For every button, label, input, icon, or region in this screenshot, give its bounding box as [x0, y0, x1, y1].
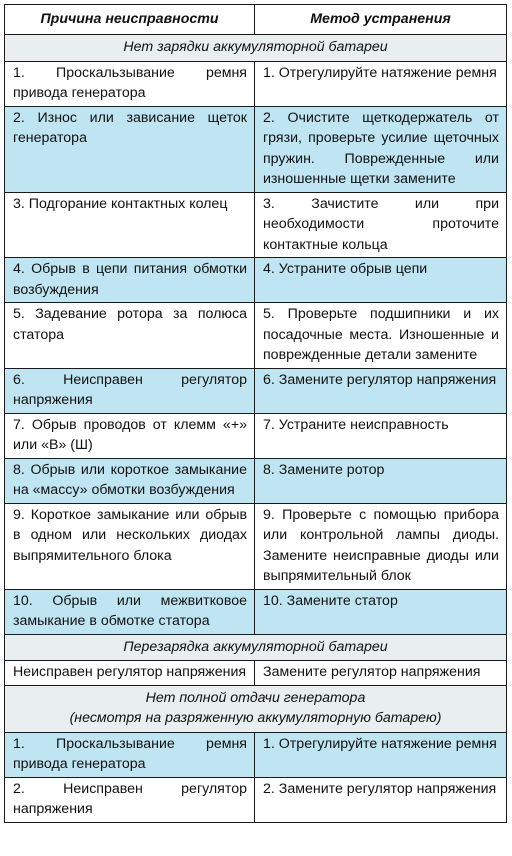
table-row	[5, 303, 507, 369]
section-title: Нет зарядки аккумуляторной батареи	[5, 35, 507, 62]
table-row	[5, 192, 507, 258]
table-row	[5, 503, 507, 589]
troubleshooting-table	[4, 4, 507, 823]
cause-cell: 8. Обрыв или короткое замыкание на «массу» обмотки возбуждения	[5, 458, 255, 503]
section-row	[5, 634, 507, 661]
remedy-cell: 1. Отрегулируйте натяжение ремня	[255, 732, 507, 777]
remedy-cell: 9. Проверьте с помощью прибора или контрольной лампы диоды. Замените неисправные диоды или выпрямительный блок	[255, 503, 507, 589]
cause-cell: 5. Задевание ротора за полюса статора	[5, 303, 255, 369]
remedy-cell: 3. Зачистите или при необходимости проточите контактные кольца	[255, 192, 507, 258]
section-title: Нет полной отдачи генератора (несмотря на разряженную аккумуляторную батарею)	[5, 685, 507, 732]
section-title: Перезарядка аккумуляторной батареи	[5, 634, 507, 661]
remedy-cell: 2. Замените регулятор напряжения	[255, 777, 507, 822]
table-row	[5, 661, 507, 686]
header-remedy: Метод устранения	[255, 5, 507, 35]
remedy-cell: 2. Очистите щеткодержатель от грязи, проверьте усилие щеточных пружин. Поврежденные или изношенные щетки замените	[255, 106, 507, 192]
section-row	[5, 685, 507, 732]
remedy-cell: 1. Отрегулируйте натяжение ремня	[255, 61, 507, 106]
table-row	[5, 777, 507, 822]
table-row	[5, 258, 507, 303]
cause-cell: 4. Обрыв в цепи питания обмотки возбуждения	[5, 258, 255, 303]
cause-cell: 10. Обрыв или межвитковое замыкание в обмотке статора	[5, 589, 255, 634]
remedy-cell: 4. Устраните обрыв цепи	[255, 258, 507, 303]
remedy-cell: Замените регулятор напряжения	[255, 661, 507, 686]
table-row	[5, 106, 507, 192]
cause-cell: 7. Обрыв проводов от клемм «+» или «В» (Ш)	[5, 413, 255, 458]
remedy-cell: 5. Проверьте подшипники и их посадочные места. Изношенные и поврежденные детали замените	[255, 303, 507, 369]
table-body	[5, 35, 507, 823]
table-row	[5, 61, 507, 106]
table-row	[5, 458, 507, 503]
table-row	[5, 413, 507, 458]
cause-cell: 6. Неисправен регулятор напряжения	[5, 368, 255, 413]
cause-cell: Неисправен регулятор напряжения	[5, 661, 255, 686]
table-row	[5, 732, 507, 777]
cause-cell: 2. Износ или зависание щеток генератора	[5, 106, 255, 192]
header-cause: Причина неисправности	[5, 5, 255, 35]
remedy-cell: 10. Замените статор	[255, 589, 507, 634]
table-row	[5, 589, 507, 634]
cause-cell: 1. Проскальзывание ремня привода генератора	[5, 61, 255, 106]
cause-cell: 2. Неисправен регулятор напряжения	[5, 777, 255, 822]
remedy-cell: 6. Замените регулятор напряжения	[255, 368, 507, 413]
cause-cell: 3. Подгорание контактных колец	[5, 192, 255, 258]
table-row	[5, 368, 507, 413]
cause-cell: 9. Короткое замыкание или обрыв в одном или нескольких диодах выпрямительного блока	[5, 503, 255, 589]
cause-cell: 1. Проскальзывание ремня привода генератора	[5, 732, 255, 777]
remedy-cell: 8. Замените ротор	[255, 458, 507, 503]
header-row	[5, 5, 507, 35]
remedy-cell: 7. Устраните неисправность	[255, 413, 507, 458]
section-row	[5, 35, 507, 62]
